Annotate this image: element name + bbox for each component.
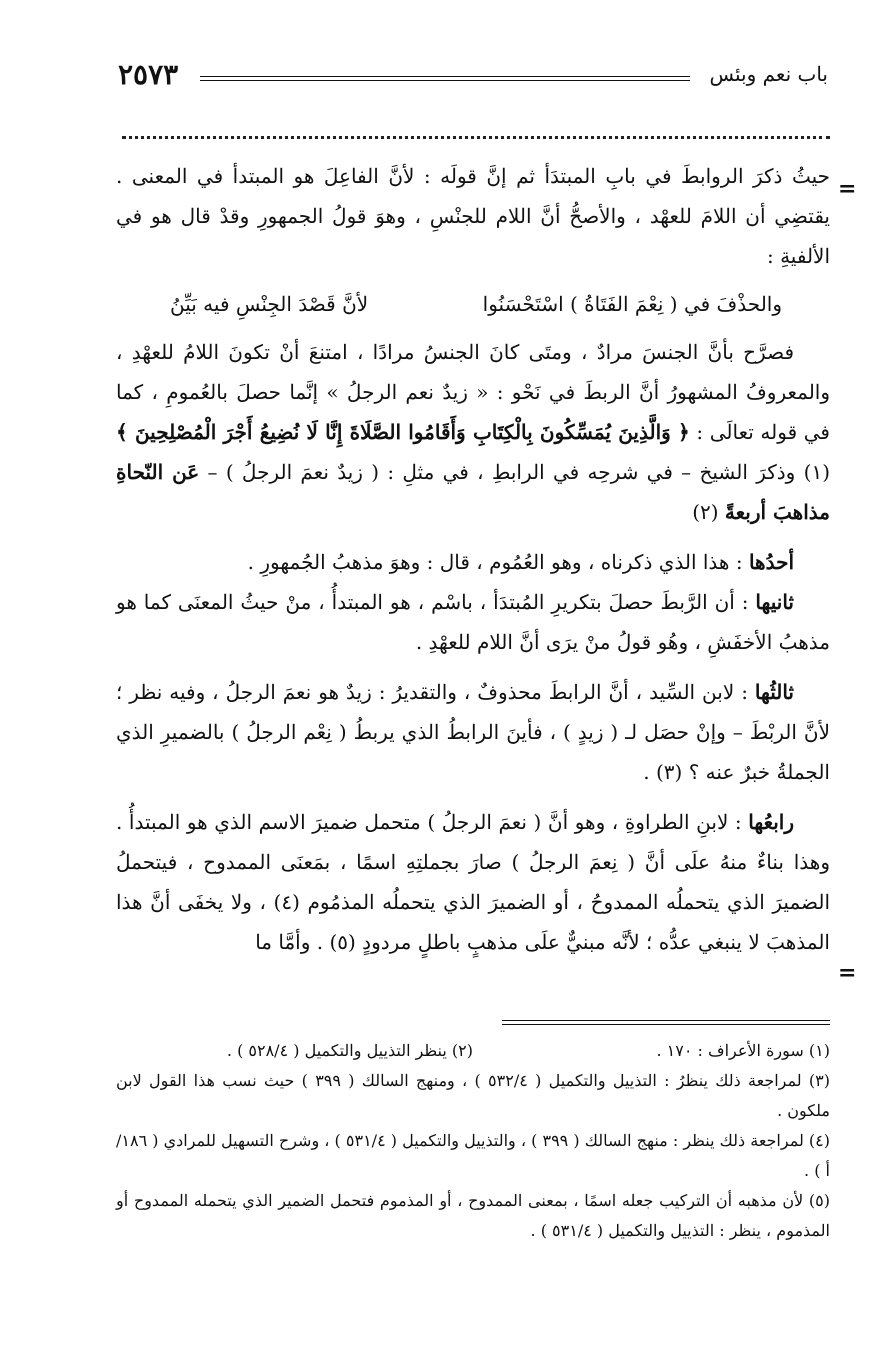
opinion-first-label: أحدُها	[748, 550, 794, 574]
opinion-fourth-label: رابعُها	[748, 810, 794, 834]
footnote-3: (٣) لمراجعة ذلك ينظرُ : التذييل والتكميل ( ٥٣٢/٤ ) ، ومنهج السالك ( ٣٩٩ ) حيث نسب هذا القول لابن ملكون .	[116, 1071, 831, 1120]
explanation-emphasis: عَن النّحاةِ مذاهبَ أربعةً	[116, 460, 830, 524]
continuation-mark-top: =	[838, 176, 857, 202]
continuation-mark-bottom: =	[838, 960, 857, 986]
opinion-fourth	[116, 802, 830, 962]
verse-first-hemistich: والحذْفَ في ( نِعْمَ الفَتَاةُ ) اسْتَحْسَنُوا	[482, 292, 782, 316]
footnote-4: (٤) لمراجعة ذلك ينظر : منهج السالك ( ٣٩٩ ) ، والتذييل والتكميل ( ٥٣١/٤ ) ، وشرح التسهيل للمرادي ( ١٨٦/أ ) .	[116, 1131, 831, 1180]
paragraph-explanation	[116, 332, 830, 532]
opinion-third-text: : لابن السِّيد ، أنَّ الرابطَ محذوفٌ ، والتقديرُ : زيدٌ هو نعمَ الرجلُ ، وفيه نظر ؛ لأنَّ الربْطَ – وإنْ حصَل لـ ( زيدٍ ) ، فأينَ الرابطُ الذي يربطُ ( نِعْم الرجلُ ) بالضميرِ الذي الجملةُ خبرٌ عنه ؟ (٣) .	[116, 680, 830, 784]
quran-verse: ﴿ وَالَّذِينَ يُمَسِّكُونَ بِالْكِتَابِ وَأَقَامُوا الصَّلَاةَ إِنَّا لَا نُضِيعُ أَجْرَ الْمُصْلِحِينَ ﴾	[116, 420, 690, 444]
opinion-second	[116, 582, 830, 662]
chapter-title: باب نعم وبئس	[709, 62, 828, 86]
opinion-first	[116, 542, 830, 582]
header-double-rule	[200, 76, 690, 81]
opinion-third	[116, 672, 830, 792]
footnote-1: (١) سورة الأعراف : ١٧٠ .	[656, 1041, 830, 1060]
explanation-text-2: (١) وذكرَ الشيخ – في شرحِه في الرابطِ ، في مثلِ : ( زيدٌ نعمَ الرجلُ ) –	[207, 460, 830, 484]
footnote-separator	[502, 1020, 830, 1025]
footnote-5: (٥) لأن مذهبه أن التركيب جعله اسمًا ، بمعنى الممدوح ، أو المذموم فتحمل الضمير الذي يتحمله الممدوح أو المذموم ، ينظر : التذييل والتكميل ( ٥٣١/٤ ) .	[116, 1191, 830, 1240]
page-header	[118, 54, 828, 94]
footnote-2: (٢) ينظر التذييل والتكميل ( ٥٢٨/٤ ) .	[226, 1041, 473, 1060]
opinion-fourth-text: : لابنِ الطراوةِ ، وهو أنَّ ( نعمَ الرجلُ ) متحمل ضميرَ الاسم الذي هو المبتدأُ . وهذا بناءٌ منهُ علَى أنَّ ( نِعمَ الرجلُ ) صارَ بجملتِهِ اسمًا ، بمَعنَى الممدوح ، فيتحملُ الضميرَ الذي يتحملُه الممدوحُ ، أو الضميرَ الذي يتحملُه المذمُوم (٤) ، ولا يخفَى أنَّ هذا المذهبَ لا ينبغي عدُّه ؛ لأنَّه مبنيٌّ علَى مذهبٍ باطلٍ مردودٍ (٥) . وأمَّا ما	[116, 810, 830, 954]
opinion-second-text: : أن الرَّبطَ حصلَ بتكريرِ المُبتدَأ ، باسْم ، هو المبتدأُ ، منْ حيثُ المعنَى كما هو مذهبُ الأخفَشِ ، وهُو قولُ منْ يرَى أنَّ اللام للعهْدِ .	[116, 590, 830, 654]
footnote-ref-2: (٢)	[692, 500, 719, 524]
page-number: ٢٥٧٣	[118, 58, 179, 91]
dotted-separator	[122, 136, 830, 139]
opinion-third-label: ثالثُها	[754, 680, 794, 704]
footnote-row	[116, 1036, 830, 1066]
poetry-verse	[116, 284, 830, 324]
footnotes	[116, 1036, 830, 1246]
opinion-second-label: ثانيها	[755, 590, 794, 614]
paragraph-intro: حيثُ ذكرَ الروابطَ في بابِ المبتدَأ ثم إنَّ قولَه : لأنَّ الفاعِلَ هو المبتدأ في المعنى . يقتضِي أن اللامَ للعهْد ، والأصحُّ أنَّ اللام للجنْسِ ، وهوَ قولُ الجمهورِ وقدْ قال هو في الألفيةِ :	[116, 164, 830, 268]
opinion-first-text: : هذا الذي ذكرناه ، وهو العُمُوم ، قال : وهوَ مذهبُ الجُمهورِ .	[247, 550, 743, 574]
explanation-text: فصرَّح بأنَّ الجنسَ مرادٌ ، ومتَى كانَ الجنسُ مرادًا ، امتنعَ أنْ تكونَ اللامُ للعهْدِ ، والمعروفُ المشهورُ أنَّ الربطَ في نَحْو : « زيدٌ نعم الرجلُ » إنَّما حصلَ بالعُمومِ ، كما في قوله تعالَى :	[116, 340, 830, 444]
verse-second-hemistich: لأنَّ قَصْدَ الجِنْسِ فيه بَيِّنُ	[170, 292, 369, 316]
main-text	[116, 156, 830, 962]
